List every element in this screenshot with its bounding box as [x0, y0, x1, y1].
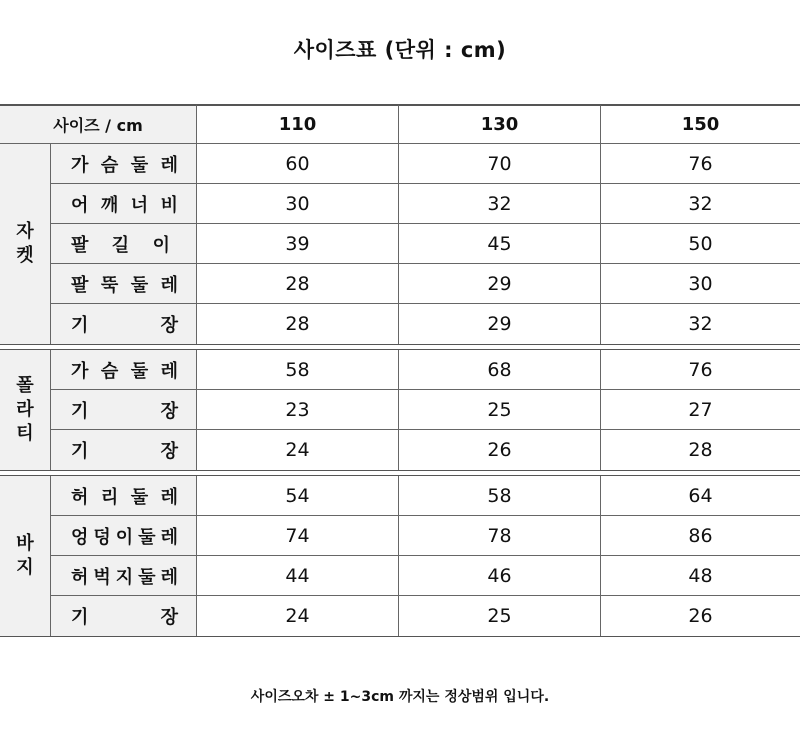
value-cell: 30	[688, 272, 713, 295]
value-cell: 26	[399, 430, 601, 470]
value-cell: 58	[197, 350, 399, 389]
garment-label-char: 바	[16, 533, 34, 554]
table-row	[51, 556, 800, 596]
garment-label-char: 티	[16, 423, 34, 444]
value-cell: 58	[399, 476, 601, 515]
value-cell: 24	[197, 596, 399, 636]
header-size-110: 110	[197, 104, 399, 144]
measurement-label: 허 리 둘 레	[71, 486, 178, 508]
value-cell: 28	[197, 304, 399, 344]
table-row	[51, 264, 800, 304]
table-row	[51, 476, 800, 516]
value-cell: 32	[399, 184, 601, 223]
value-cell: 78	[399, 516, 601, 555]
table-row	[51, 390, 800, 430]
header-size-130: 130	[399, 104, 601, 144]
page-title: 사이즈표 (단위 : cm)	[293, 38, 507, 62]
garment-group	[0, 144, 800, 344]
measurement-label-cell	[51, 184, 197, 223]
value-cell: 64	[688, 484, 713, 507]
measurement-label: 기 장	[71, 441, 178, 462]
table-row	[51, 184, 800, 224]
measurement-label-cell	[51, 304, 197, 344]
table-header-row	[0, 104, 800, 144]
measurement-label-cell	[51, 596, 197, 636]
measurement-label-cell	[51, 224, 197, 263]
value-cell: 54	[197, 476, 399, 515]
table-bottom-border	[0, 636, 800, 637]
value-cell: 28	[688, 439, 713, 461]
table-row	[51, 350, 800, 390]
value-cell: 86	[688, 524, 713, 547]
garment-label-char: 지	[16, 557, 34, 578]
value-cell: 48	[688, 564, 713, 587]
garment-group-label	[0, 144, 51, 344]
value-cell: 26	[688, 605, 713, 627]
footnote: 사이즈오차 ± 1~3cm 까지는 정상범위 입니다.	[250, 689, 550, 705]
value-cell: 24	[197, 430, 399, 470]
value-cell: 28	[197, 264, 399, 303]
value-cell: 68	[399, 350, 601, 389]
measurement-label-cell	[51, 516, 197, 555]
value-cell: 32	[688, 313, 713, 335]
garment-label-char: 폴	[16, 375, 34, 396]
garment-group	[0, 476, 800, 636]
value-cell: 76	[688, 358, 713, 381]
value-cell: 29	[399, 304, 601, 344]
garment-group-label	[0, 476, 51, 636]
table-row	[51, 304, 800, 344]
value-cell: 74	[197, 516, 399, 555]
header-corner: 사이즈 / cm	[0, 104, 197, 144]
garment-group-label	[0, 350, 51, 470]
measurement-label: 엉 덩 이 둘 레	[71, 526, 178, 548]
value-cell: 46	[399, 556, 601, 595]
measurement-label: 기 장	[71, 607, 178, 628]
garment-label-char: 켓	[16, 245, 34, 266]
value-cell: 32	[688, 192, 713, 215]
measurement-label-cell	[51, 350, 197, 389]
value-cell: 45	[399, 224, 601, 263]
value-cell: 25	[399, 596, 601, 636]
measurement-label: 가 슴 둘 레	[71, 154, 178, 176]
table-row	[51, 516, 800, 556]
measurement-label-cell	[51, 390, 197, 429]
measurement-label-cell	[51, 264, 197, 303]
measurement-label: 팔 뚝 둘 레	[71, 274, 178, 296]
garment-label-char: 자	[16, 221, 34, 242]
value-cell: 29	[399, 264, 601, 303]
value-cell: 23	[197, 390, 399, 429]
value-cell: 44	[197, 556, 399, 595]
value-cell: 60	[197, 144, 399, 183]
value-cell: 27	[688, 398, 713, 421]
measurement-label: 기 장	[71, 315, 178, 336]
measurement-label-cell	[51, 556, 197, 595]
value-cell: 39	[197, 224, 399, 263]
garment-label-char: 라	[16, 399, 34, 420]
garment-group	[0, 350, 800, 470]
measurement-label: 팔 길 이	[71, 234, 170, 256]
value-cell: 76	[688, 152, 713, 175]
value-cell: 50	[688, 232, 713, 255]
measurement-label: 가 슴 둘 레	[71, 360, 178, 382]
table-row	[51, 430, 800, 470]
table-row	[51, 596, 800, 636]
size-table	[0, 104, 800, 637]
value-cell: 70	[399, 144, 601, 183]
table-row	[51, 144, 800, 184]
measurement-label: 허 벅 지 둘 레	[71, 566, 178, 588]
header-size-150: 150	[601, 104, 800, 144]
measurement-label: 어 깨 너 비	[71, 194, 178, 216]
table-body	[0, 144, 800, 637]
table-row	[51, 224, 800, 264]
measurement-label-cell	[51, 476, 197, 515]
measurement-label-cell	[51, 430, 197, 470]
measurement-label-cell	[51, 144, 197, 183]
measurement-label: 기 장	[71, 400, 178, 422]
value-cell: 25	[399, 390, 601, 429]
value-cell: 30	[197, 184, 399, 223]
